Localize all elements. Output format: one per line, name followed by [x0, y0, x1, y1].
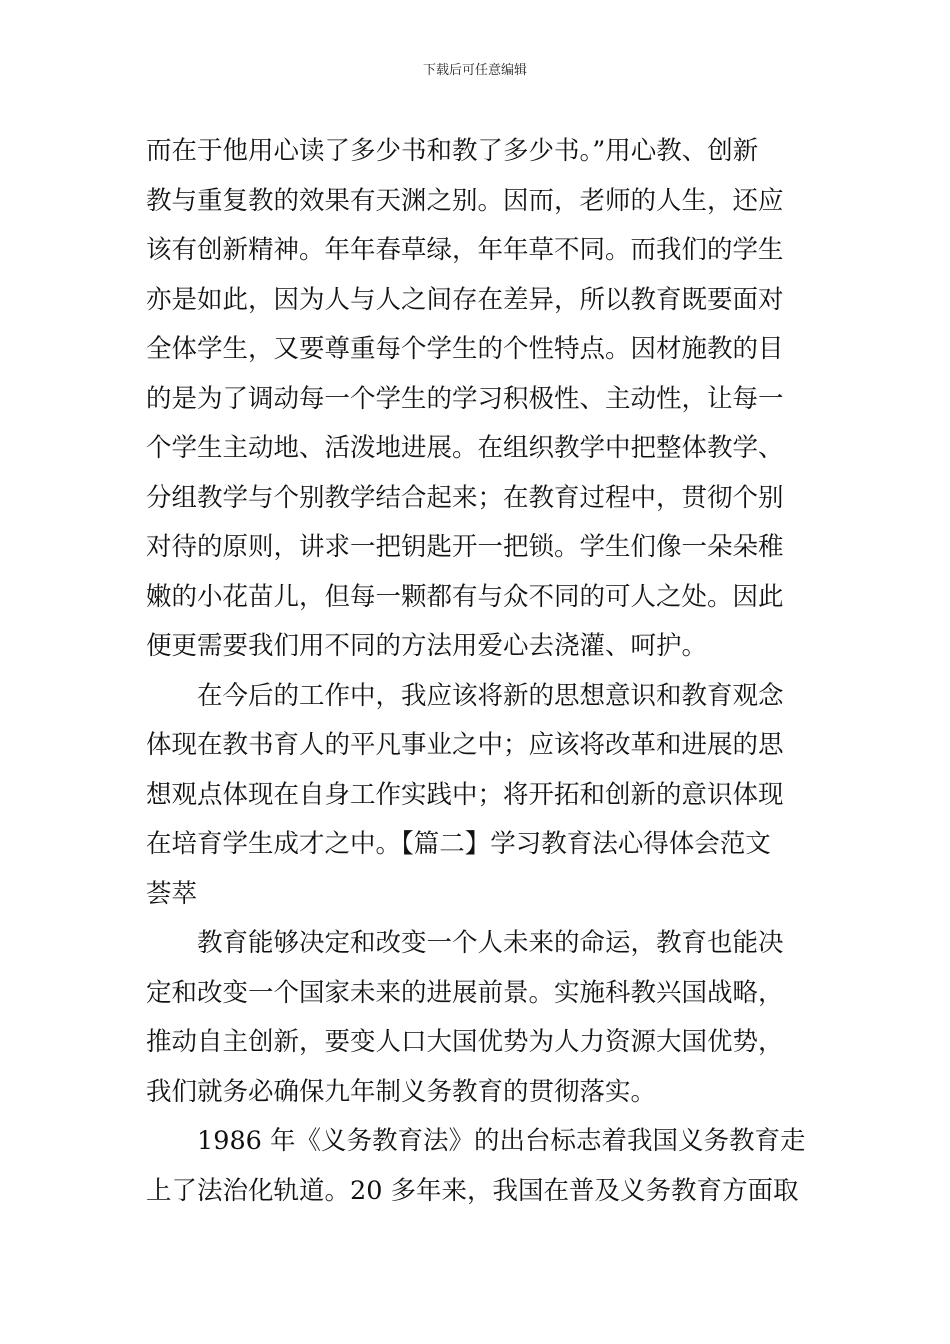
- text-line: 个学生主动地、活泼地进展。在组织教学中把整体教学、: [146, 433, 784, 463]
- text-line: 亦是如此，因为人与人之间存在差异，所以教育既要面对: [146, 285, 784, 315]
- text-line: 定和改变一个国家未来的进展前景。实施科教兴国战略，: [146, 978, 784, 1008]
- text-line: 1986 年《义务教育法》的出台标志着我国义务教育走: [197, 1126, 806, 1156]
- text-line: 在今后的工作中，我应该将新的思想意识和教育观念: [197, 681, 784, 711]
- text-line: 我们就务必确保九年制义务教育的贯彻落实。: [146, 1077, 657, 1107]
- text-line: 推动自主创新，要变人口大国优势为人力资源大国优势，: [146, 1027, 784, 1057]
- text-line: 对待的原则，讲求一把钥匙开一把锁。学生们像一朵朵稚: [146, 532, 784, 562]
- text-line: 荟萃: [146, 879, 198, 909]
- text-line: 而在于他用心读了多少书和教了多少书。”用心教、创新: [146, 136, 759, 166]
- text-line: 体现在教书育人的平凡事业之中；应该将改革和进展的思: [146, 730, 784, 760]
- text-line: 该有创新精神。年年春草绿，年年草不同。而我们的学生: [146, 235, 784, 265]
- text-line: 全体学生，又要尊重每个学生的个性特点。因材施教的目: [146, 334, 784, 364]
- text-line: 上了法治化轨道。20 多年来，我国在普及义务教育方面取: [146, 1176, 799, 1206]
- text-line: 便更需要我们用不同的方法用爱心去浇灌、呵护。: [146, 631, 708, 661]
- text-line: 教与重复教的效果有天渊之别。因而，老师的人生，还应: [146, 186, 784, 216]
- text-line: 想观点体现在自身工作实践中；将开拓和创新的意识体现: [146, 780, 784, 810]
- text-line: 教育能够决定和改变一个人未来的命运，教育也能决: [197, 928, 784, 958]
- text-line: 嫩的小花苗儿，但每一颗都有与众不同的可人之处。因此: [146, 582, 784, 612]
- text-line: 的是为了调动每一个学生的学习积极性、主动性，让每一: [146, 384, 784, 414]
- text-line: 分组教学与个别教学结合起来；在教育过程中，贯彻个别: [146, 483, 784, 513]
- page-header: 下载后可任意编辑: [422, 63, 527, 78]
- text-line: 在培育学生成才之中。【篇二】学习教育法心得体会范文: [146, 829, 771, 859]
